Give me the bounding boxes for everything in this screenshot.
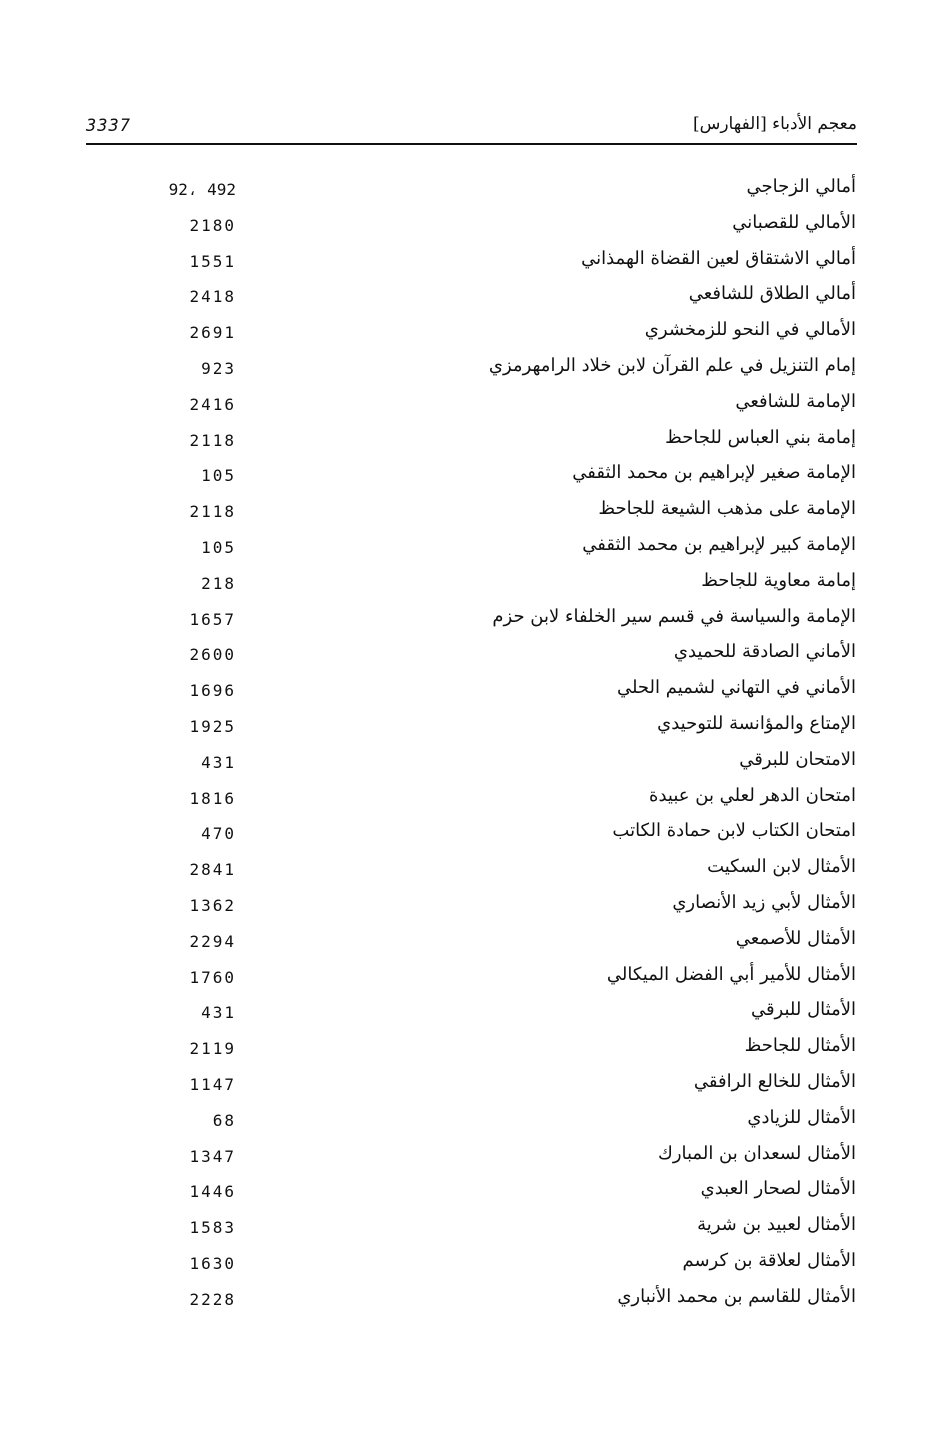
index-entry xyxy=(0,960,932,996)
entry-page-number: 2118 xyxy=(189,430,236,450)
entry-title: الأمثال للخالع الرافقي xyxy=(693,1070,856,1092)
index-entry xyxy=(0,530,932,566)
index-entry xyxy=(0,458,932,494)
entry-page-number: 2294 xyxy=(189,931,236,951)
entry-title: إمام التنزيل في علم القرآن لابن خلاد الرامهرمزي xyxy=(488,354,856,376)
entry-title: الأمثال لأبي زيد الأنصاري xyxy=(672,891,856,913)
entry-title: الأمالي في النحو للزمخشري xyxy=(644,319,856,341)
index-entry xyxy=(0,888,932,924)
entry-title: الأمثال لعلاقة بن كرسم xyxy=(682,1249,856,1271)
entry-title: الأماني في التهاني لشميم الحلي xyxy=(616,677,856,699)
entry-title: امتحان الكتاب لابن حمادة الكاتب xyxy=(612,820,856,842)
entry-page-number: 2180 xyxy=(189,215,236,235)
entry-title: الأمالي للقصباني xyxy=(732,211,856,233)
index-entry xyxy=(0,602,932,638)
entry-title: إمامة بني العباس للجاحظ xyxy=(665,426,856,448)
page-header xyxy=(86,112,857,146)
entry-title: أمالي الاشتقاق لعين القضاة الهمذاني xyxy=(581,247,856,269)
entry-title: الأمثال للجاحظ xyxy=(744,1035,856,1057)
index-entry xyxy=(0,208,932,244)
entry-page-number: 92، 492 xyxy=(168,180,236,199)
index-entry xyxy=(0,1031,932,1067)
entry-title: الأمثال لسعدان بن المبارك xyxy=(657,1142,856,1164)
running-title: معجم الأدباء [الفهارس] xyxy=(692,114,857,134)
entry-title: الإمتاع والمؤانسة للتوحيدي xyxy=(657,712,856,734)
entry-title: الأمثال لصحار العبدي xyxy=(700,1178,856,1200)
entry-page-number: 1551 xyxy=(189,251,236,271)
entry-page-number: 1696 xyxy=(189,681,236,701)
index-entry xyxy=(0,1103,932,1139)
entry-page-number: 1446 xyxy=(189,1182,236,1202)
entry-title: الإمامة على مذهب الشيعة للجاحظ xyxy=(598,498,856,520)
entry-page-number: 2841 xyxy=(189,860,236,880)
index-entry xyxy=(0,1210,932,1246)
entry-title: أمالي الطلاق للشافعي xyxy=(688,283,856,305)
entry-title: إمامة معاوية للجاحظ xyxy=(701,569,856,591)
entry-title: الأمثال للأصمعي xyxy=(735,927,856,949)
index-entry xyxy=(0,673,932,709)
index-entry xyxy=(0,709,932,745)
entry-page-number: 1925 xyxy=(189,716,236,736)
entry-page-number: 1147 xyxy=(189,1074,236,1094)
entry-page-number: 431 xyxy=(201,1003,236,1023)
entry-page-number: 1657 xyxy=(189,609,236,629)
entry-page-number: 1630 xyxy=(189,1253,236,1273)
entry-page-number: 1347 xyxy=(189,1146,236,1166)
entry-title: أمالي الزجاجي xyxy=(746,176,856,197)
entry-page-number: 2600 xyxy=(189,645,236,665)
entry-title: الامتحان للبرقي xyxy=(739,748,856,770)
entry-page-number: 1583 xyxy=(189,1218,236,1238)
entry-title: الإمامة كبير لإبراهيم بن محمد الثقفي xyxy=(582,533,856,555)
entry-page-number: 1362 xyxy=(189,895,236,915)
index-entry xyxy=(0,494,932,530)
entry-page-number: 218 xyxy=(201,573,236,593)
header-rule xyxy=(86,143,857,145)
index-entry xyxy=(0,1246,932,1282)
entry-title: الأمثال لابن السكيت xyxy=(707,856,856,878)
entry-title: الإمامة والسياسة في قسم سير الخلفاء لابن حزم xyxy=(492,605,856,627)
index-entry xyxy=(0,279,932,315)
entry-title: الأمثال للأمير أبي الفضل الميكالي xyxy=(606,963,856,985)
index-entries xyxy=(0,172,932,1318)
index-entry xyxy=(0,1139,932,1175)
index-entry xyxy=(0,351,932,387)
index-entry xyxy=(0,244,932,280)
entry-page-number: 2418 xyxy=(189,287,236,307)
entry-title: الأمثال للزيادي xyxy=(747,1106,856,1128)
index-entry xyxy=(0,816,932,852)
entry-title: الأمثال للقاسم بن محمد الأنباري xyxy=(617,1285,856,1307)
entry-title: الأمثال للبرقي xyxy=(750,999,856,1021)
index-entry xyxy=(0,387,932,423)
index-entry xyxy=(0,924,932,960)
entry-page-number: 1816 xyxy=(189,788,236,808)
entry-title: الإمامة للشافعي xyxy=(735,390,856,412)
entry-page-number: 1760 xyxy=(189,967,236,987)
entry-page-number: 470 xyxy=(201,824,236,844)
index-entry xyxy=(0,637,932,673)
index-entry xyxy=(0,566,932,602)
index-entry xyxy=(0,1067,932,1103)
index-entry xyxy=(0,745,932,781)
entry-page-number: 2119 xyxy=(189,1039,236,1059)
entry-title: الأماني الصادقة للحميدي xyxy=(673,641,856,663)
entry-page-number: 923 xyxy=(201,358,236,378)
entry-title: الأمثال لعبيد بن شرية xyxy=(697,1214,856,1236)
index-entry xyxy=(0,423,932,459)
entry-page-number: 431 xyxy=(201,752,236,772)
index-entry xyxy=(0,315,932,351)
index-entry xyxy=(0,852,932,888)
index-entry xyxy=(0,172,932,208)
page-number: 3337 xyxy=(86,116,131,136)
index-entry xyxy=(0,995,932,1031)
entry-page-number: 2118 xyxy=(189,502,236,522)
entry-title: امتحان الدهر لعلي بن عبيدة xyxy=(649,784,856,806)
entry-page-number: 2416 xyxy=(189,394,236,414)
index-entry xyxy=(0,1174,932,1210)
entry-page-number: 105 xyxy=(201,466,236,486)
index-entry xyxy=(0,1282,932,1318)
index-entry xyxy=(0,781,932,817)
entry-page-number: 2228 xyxy=(189,1289,236,1309)
entry-page-number: 2691 xyxy=(189,323,236,343)
entry-page-number: 68 xyxy=(212,1110,236,1130)
entry-title: الإمامة صغير لإبراهيم بن محمد الثقفي xyxy=(572,462,856,484)
entry-page-number: 105 xyxy=(201,537,236,557)
